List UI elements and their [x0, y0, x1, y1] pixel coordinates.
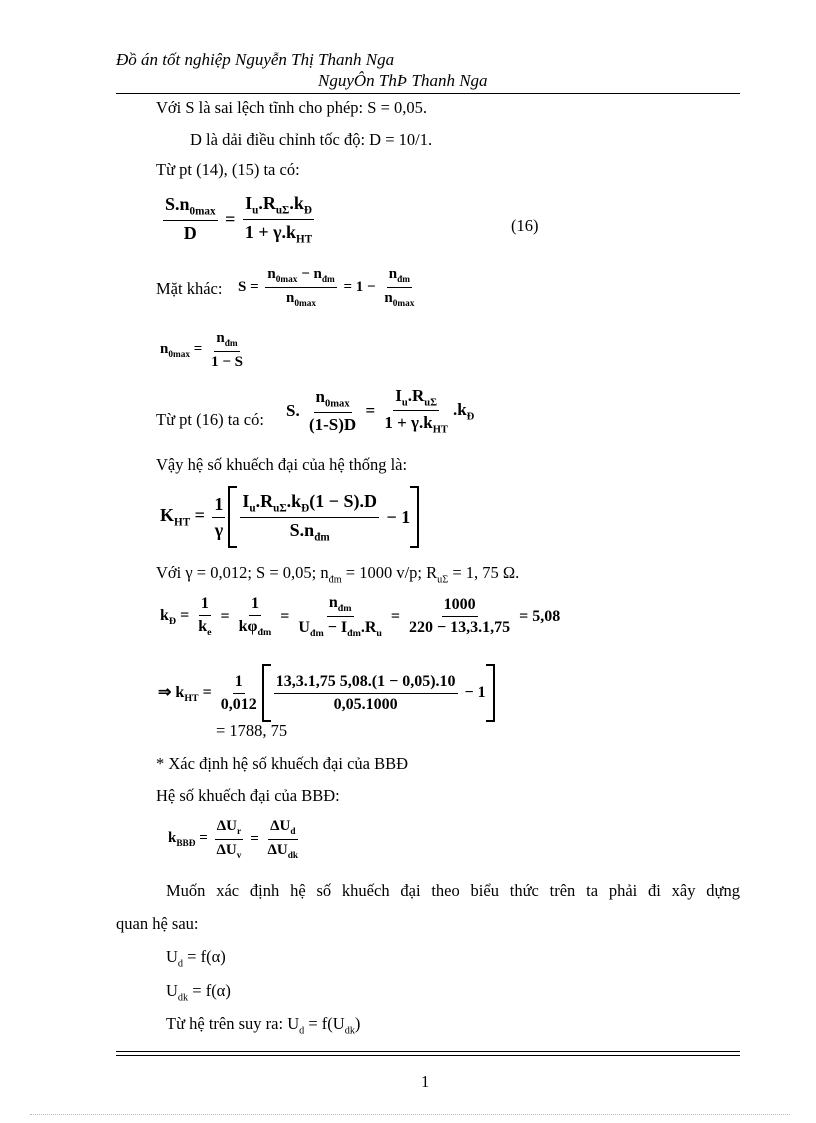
equation-n0max: $n_{0max}$ = $\frac{n_{đm}}{1 - S}$ [160, 330, 243, 370]
kd-denominator: 220 − 13,3.1,75 [409, 619, 511, 637]
text-line-7: Với γ = 0,012; S = 0,05; $n_{đm} = 1000$ v/p; $R_{u\Sigma} = 1$, 75 Ω. [156, 563, 520, 586]
text-line-5: Từ pt (16) ta có: [156, 410, 264, 429]
page-bottom-edge [30, 1114, 790, 1115]
text-line-15: Từ hệ trên suy ra: $U_d = f(U_{dk})$ [166, 1014, 361, 1037]
footer-rule-1 [116, 1051, 740, 1052]
kd-numerator: 1000 [442, 596, 478, 617]
kht-denominator: 0,05.1000 [333, 695, 398, 713]
equation-from-16: S. $\frac{n_{0max}}{(1-S)D}$ = $\frac{I_u.R_{u\Sigma}}{1 + \gamma.k_{HT}}$ $.k_Đ$ [286, 386, 475, 436]
kht-coef: 0,012 [220, 695, 257, 713]
equation-16: $\frac{S.n_{0max}}{D}$ = $\frac{I_u.R_{u\Sigma}.k_Đ}{1 + \gamma.k_{HT}}$ [165, 193, 313, 246]
text-line-2: D là dải điều chỉnh tốc độ: D = 10/1. [190, 130, 433, 149]
equation-s: S = $\frac{n_{0max} - n_{đm}}{n_{0max}}$ = 1 − $\frac{n_{đm}}{n_{0max}}$ [238, 266, 415, 309]
kht-numerator: 13,3.1,75 5,08.(1 − 0,05).10 [274, 673, 458, 694]
text-line-9: * Xác định hệ số khuếch đại của BBĐ [156, 754, 409, 773]
text-line-14: $U_{dk} = f(\alpha)$ [166, 981, 231, 1004]
equation-kht: $K_{HT}$ = $\frac{1}{\gamma}$ $\frac{I_u.R_{u\Sigma}.k_Đ(1 - S).D}{S.n_{đm}}$ − 1 [160, 486, 419, 548]
header-author: NguyÔn ThÞ Thanh Nga [318, 71, 488, 90]
header-rule [116, 93, 740, 94]
text-line-13: $U_d = f(\alpha)$ [166, 947, 226, 970]
page-number: 1 [421, 1072, 430, 1091]
header-title: Đồ án tốt nghiệp Nguyễn Thị Thanh Nga [116, 50, 395, 69]
kd-value: 5,08 [532, 607, 561, 625]
text-line-12: quan hệ sau: [116, 914, 199, 933]
text-line-11: Muốn xác định hệ số khuếch đại theo biểu thức trên ta phải đi xây dựng [166, 881, 740, 900]
text-line-10: Hệ số khuếch đại của BBĐ: [156, 786, 340, 805]
text-line-1: Với S là sai lệch tĩnh cho phép: S = 0,05. [156, 98, 428, 117]
text-line-3: Từ pt (14), (15) ta có: [156, 160, 300, 179]
text-result: = 1788, 75 [216, 721, 288, 740]
text-line-6: Vậy hệ số khuếch đại của hệ thống là: [156, 455, 408, 474]
text-line-4: Mặt khác: [156, 279, 223, 298]
equation-kd: $k_Đ$ = $\frac{1}{k_e}$ = $\frac{1}{k\varphi_{đm}}$ = $\frac{n_{đm}}{U_{đm} - I_{đm}.R_u}$ = $\frac{1000}{220 - 13,3.1,75}$ = 5,08 [160, 594, 561, 640]
footer-rule-2 [116, 1055, 740, 1056]
equation-kht-numeric: ⇒ $k_{HT}$ = $\frac{1}{0,012}$ $\frac{13,3.1,75 5,08.(1 - 0,05).10}{0,05.1000}$ − 1 [158, 664, 495, 722]
equation-16-label: (16) [511, 216, 539, 235]
equation-kbbd: $k_{BBĐ}$ = $\frac{\Delta U_r}{\Delta U_v}$ = $\frac{\Delta U_d}{\Delta U_{dk}}$ [168, 818, 299, 861]
